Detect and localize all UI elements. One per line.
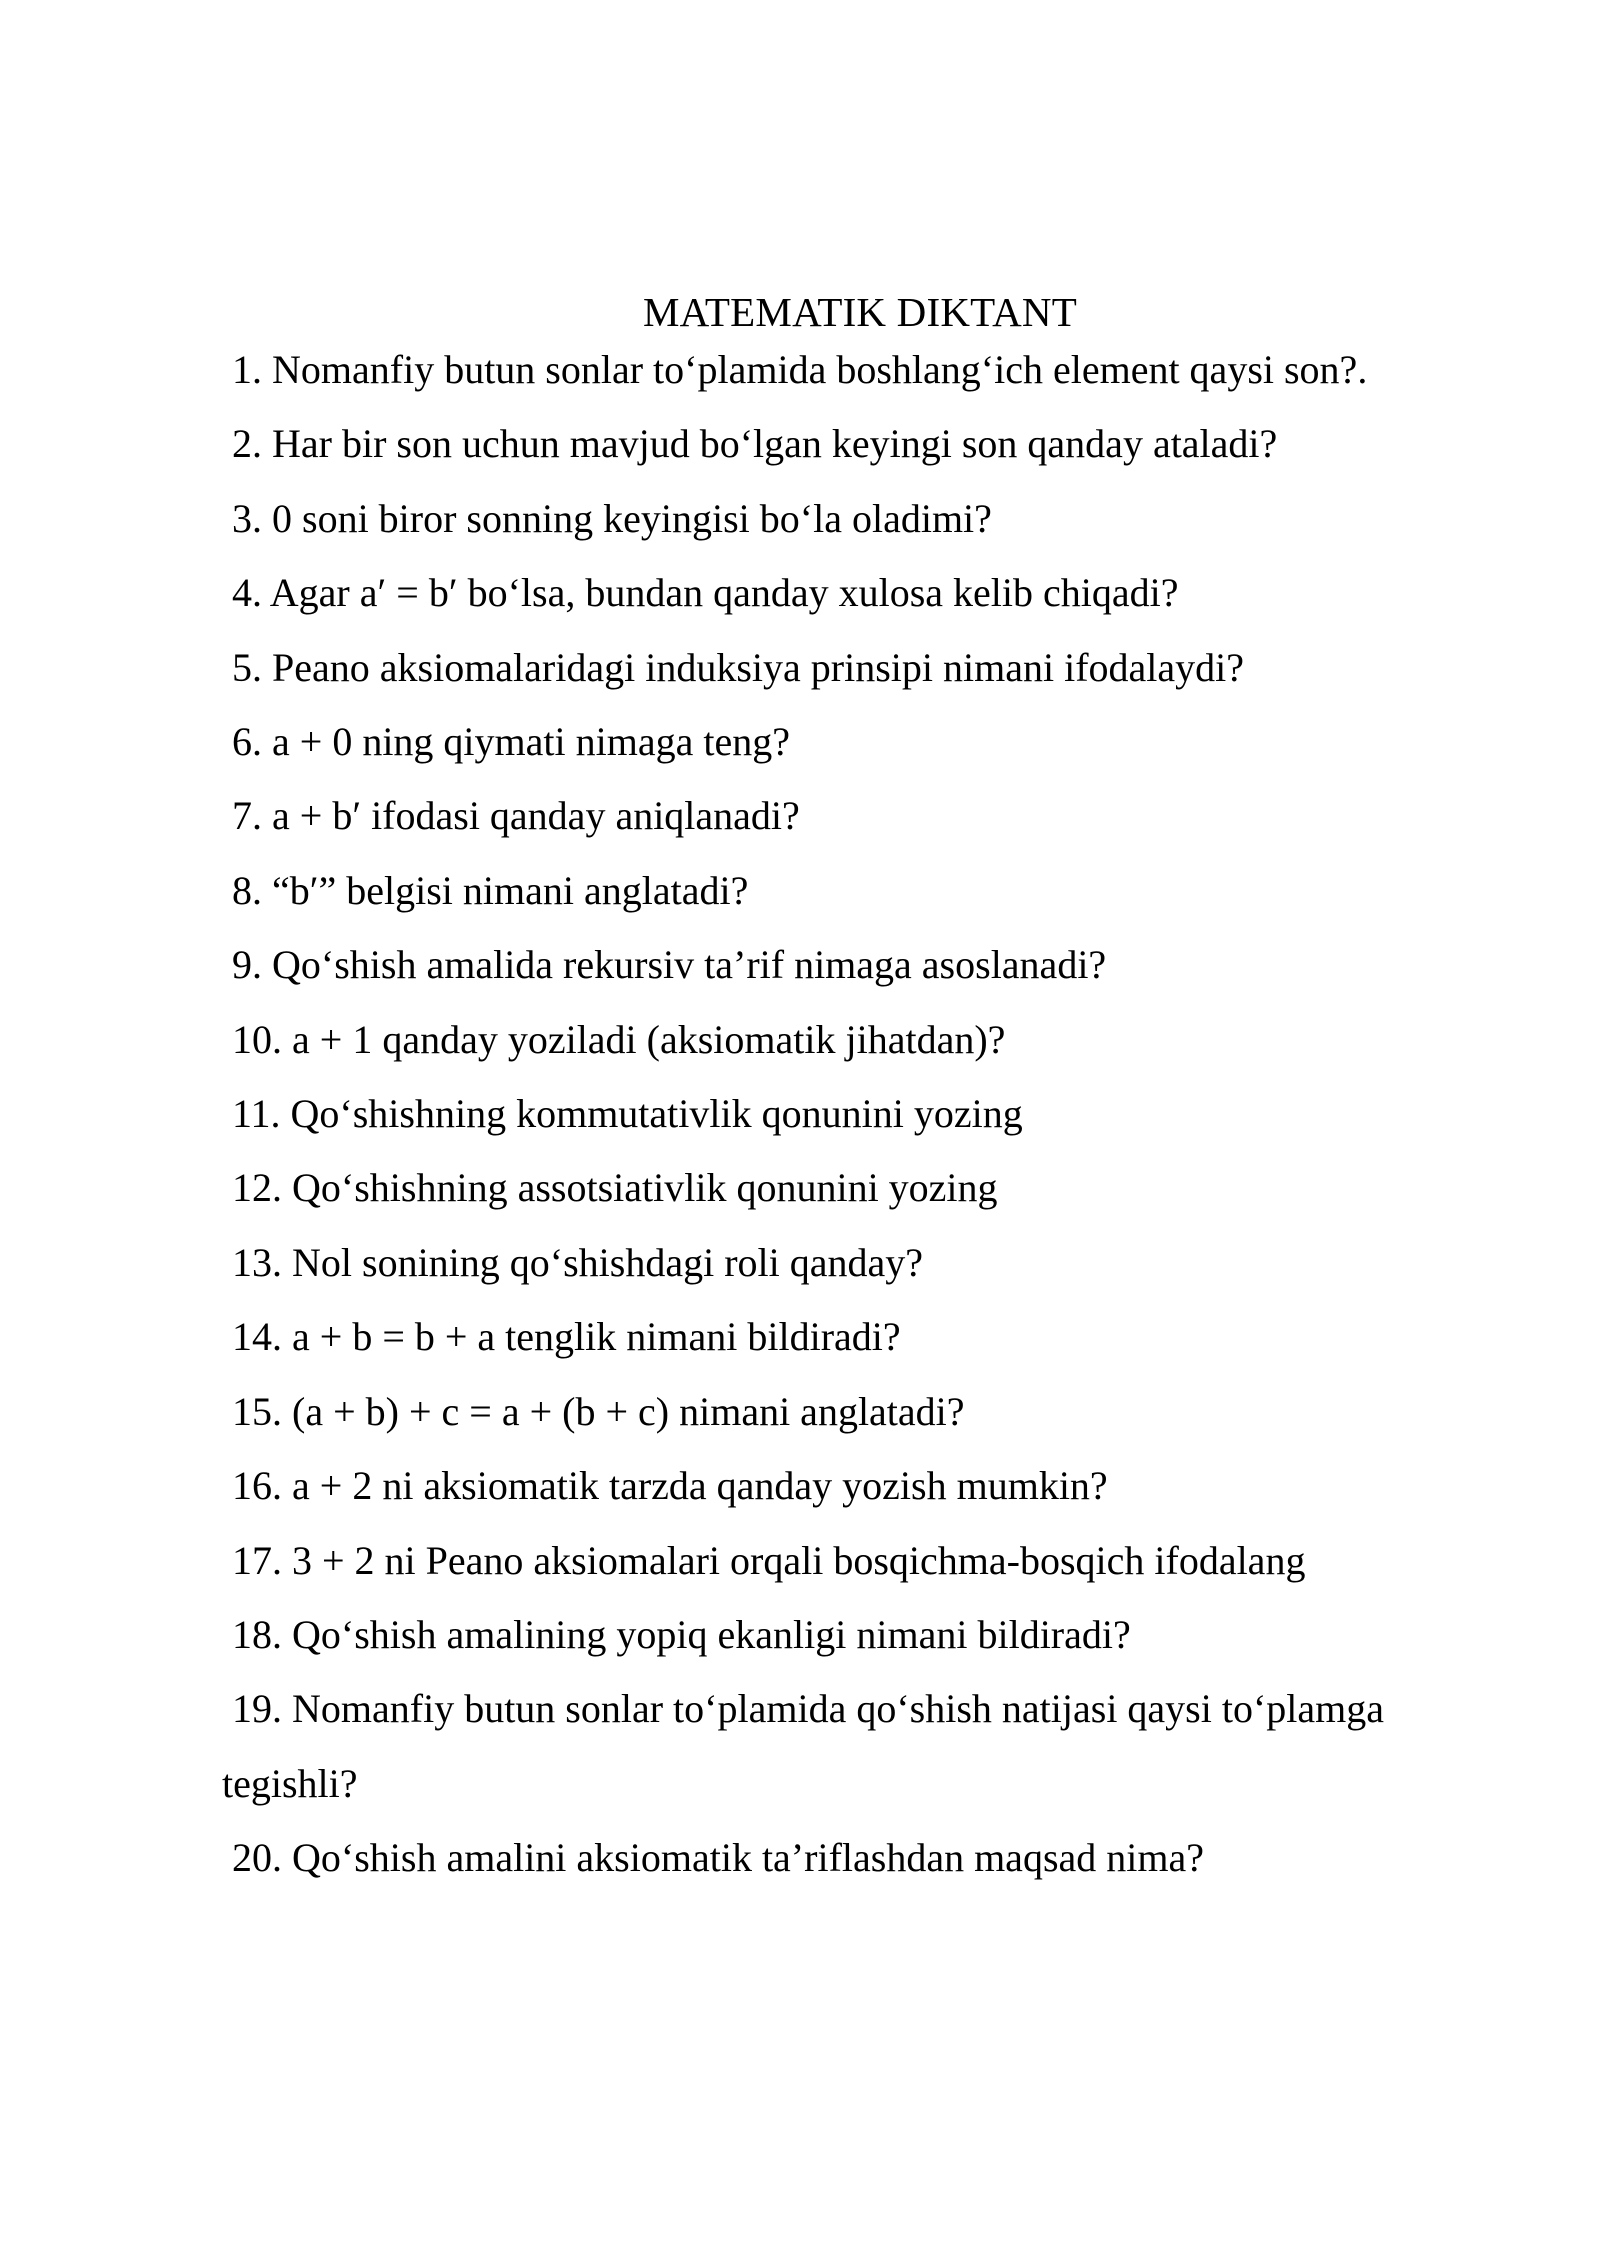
question-item [232,1524,1532,1598]
question-item [232,631,1532,705]
question-text: 3. 0 soni biror sonning keyingisi bo‘la oladimi? [232,495,992,541]
question-text: 11. Qo‘shishning kommutativlik qonunini yozing [232,1091,1023,1137]
question-item [232,928,1532,1002]
question-text: 14. a + b = b + a tenglik nimani bildiradi? [232,1314,901,1360]
question-item [232,1375,1532,1449]
question-item [232,1226,1532,1300]
question-text: 13. Nol sonining qo‘shishdagi roli qanday? [232,1239,924,1285]
question-item [232,1003,1532,1077]
question-text: 19. Nomanfiy butun sonlar to‘plamida qo‘shish natijasi qaysi to‘plamga [232,1686,1385,1732]
question-text: 20. Qo‘shish amalini aksiomatik ta’riflashdan maqsad nima? [232,1835,1204,1881]
question-text: 18. Qo‘shish amalining yopiq ekanligi nimani bildiradi? [232,1611,1131,1657]
question-item [232,482,1532,556]
question-text: 16. a + 2 ni aksiomatik tarzda qanday yozish mumkin? [232,1463,1108,1509]
question-item [232,1598,1532,1672]
question-text: 17. 3 + 2 ni Peano aksiomalari orqali bosqichma-bosqich ifodalang [232,1537,1306,1583]
question-item [232,1449,1532,1523]
question-item [232,556,1532,630]
question-text: 5. Peano aksiomalaridagi induksiya prinsipi nimani ifodalaydi? [232,644,1245,690]
question-list [222,333,1532,1896]
question-text: 15. (a + b) + c = a + (b + c) nimani anglatadi? [232,1388,965,1434]
question-item [232,854,1532,928]
question-item [222,1672,1532,1821]
question-item [232,779,1532,853]
document-title: MATEMATIK DIKTANT [643,289,1077,335]
question-item [232,1300,1532,1374]
question-text: 1. Nomanfiy butun sonlar to‘plamida boshlang‘ich element qaysi son?. [232,347,1368,392]
question-text: 8. “b′” belgisi nimani anglatadi? [232,867,749,913]
question-item [232,1151,1532,1225]
question-item [232,1821,1532,1895]
question-text: 9. Qo‘shish amalida rekursiv ta’rif nimaga asoslanadi? [232,942,1107,988]
question-text: 12. Qo‘shishning assotsiativlik qonunini yozing [232,1165,998,1211]
question-item [232,407,1532,481]
question-text: 2. Har bir son uchun mavjud bo‘lgan keyingi son qanday ataladi? [232,421,1278,467]
question-item [232,705,1532,779]
question-item [232,333,1532,407]
question-text: 10. a + 1 qanday yoziladi (aksiomatik jihatdan)? [232,1016,1006,1062]
question-text: 6. a + 0 ning qiymati nimaga teng? [232,719,790,765]
question-item [232,1077,1532,1151]
question-text: 7. a + b′ ifodasi qanday aniqlanadi? [232,793,800,839]
question-text-continuation: tegishli? [222,1760,358,1806]
question-text: 4. Agar a′ = b′ bo‘lsa, bundan qanday xulosa kelib chiqadi? [232,570,1179,616]
